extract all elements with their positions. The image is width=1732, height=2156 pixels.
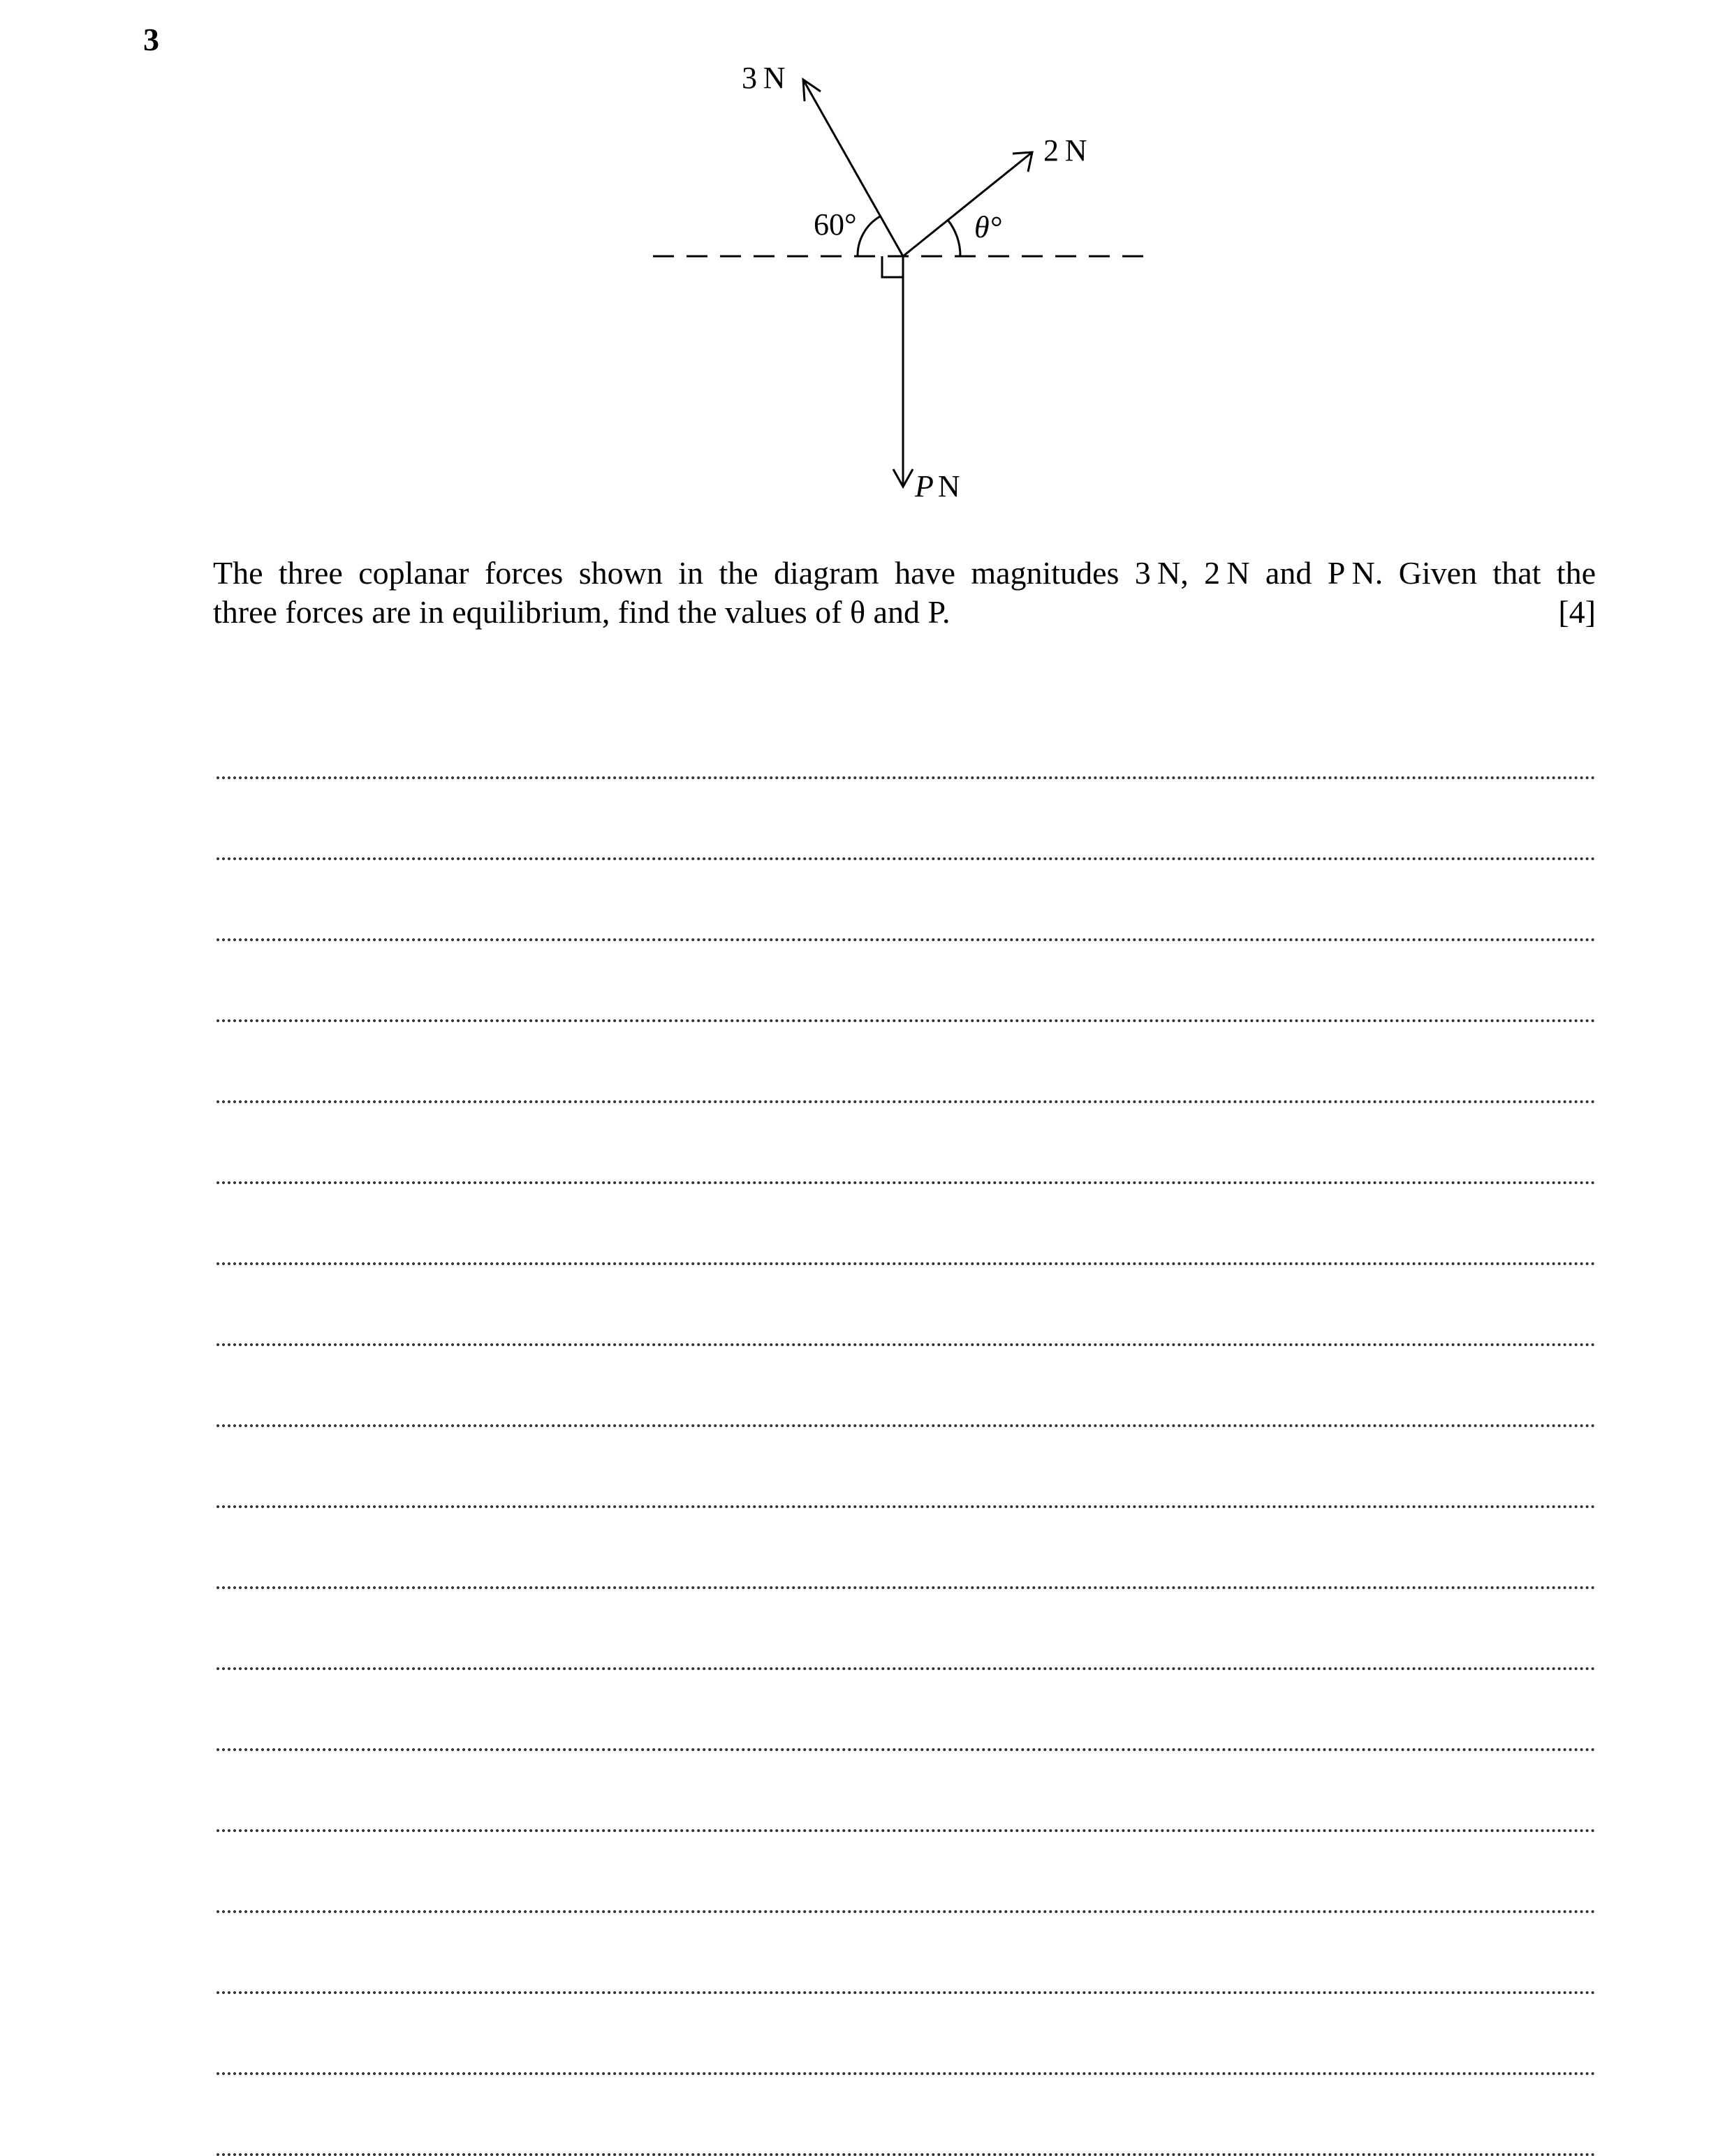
label-2n: 2 N [1043, 133, 1087, 168]
label-pn-variable: P [915, 469, 934, 503]
force-arrow-pn [893, 256, 913, 487]
question-line-2-text: three forces are in equilibrium, find the values of θ and P. [213, 594, 951, 630]
answer-line[interactable] [216, 1022, 1596, 1103]
right-angle-marker [882, 256, 903, 277]
answer-line[interactable] [216, 1832, 1596, 1913]
label-3n: 3 N [742, 61, 786, 95]
answer-line[interactable] [216, 1994, 1596, 2075]
answer-line[interactable] [216, 1913, 1596, 1994]
question-line-1: The three coplanar forces shown in the diagram have magnitudes 3 N, 2 N and P N. Given that the [213, 555, 1596, 591]
answer-line[interactable] [216, 1670, 1596, 1751]
question-line-2 [213, 593, 1596, 632]
answer-line[interactable] [216, 1589, 1596, 1670]
answer-line[interactable] [216, 941, 1596, 1022]
answer-line[interactable] [216, 1427, 1596, 1508]
answer-space [216, 698, 1596, 2156]
answer-line[interactable] [216, 2075, 1596, 2156]
answer-line[interactable] [216, 1346, 1596, 1427]
answer-line[interactable] [216, 1184, 1596, 1265]
angle-arc-theta [948, 220, 960, 256]
question-number: 3 [143, 22, 159, 57]
label-angle-60: 60° [814, 207, 857, 242]
marks-indicator: [4] [1558, 594, 1596, 630]
answer-line[interactable] [216, 1751, 1596, 1832]
answer-line[interactable] [216, 1265, 1596, 1346]
label-pn [914, 469, 960, 503]
label-pn-unit: N [937, 469, 960, 503]
angle-arc-60 [858, 216, 880, 256]
answer-line[interactable] [216, 860, 1596, 941]
answer-line[interactable] [216, 779, 1596, 860]
label-angle-theta: θ° [974, 210, 1002, 244]
answer-line[interactable] [216, 698, 1596, 779]
answer-line[interactable] [216, 1508, 1596, 1589]
answer-line[interactable] [216, 1103, 1596, 1184]
force-arrow-2n [903, 152, 1032, 256]
force-diagram [0, 0, 1732, 531]
question-text [213, 554, 1596, 632]
